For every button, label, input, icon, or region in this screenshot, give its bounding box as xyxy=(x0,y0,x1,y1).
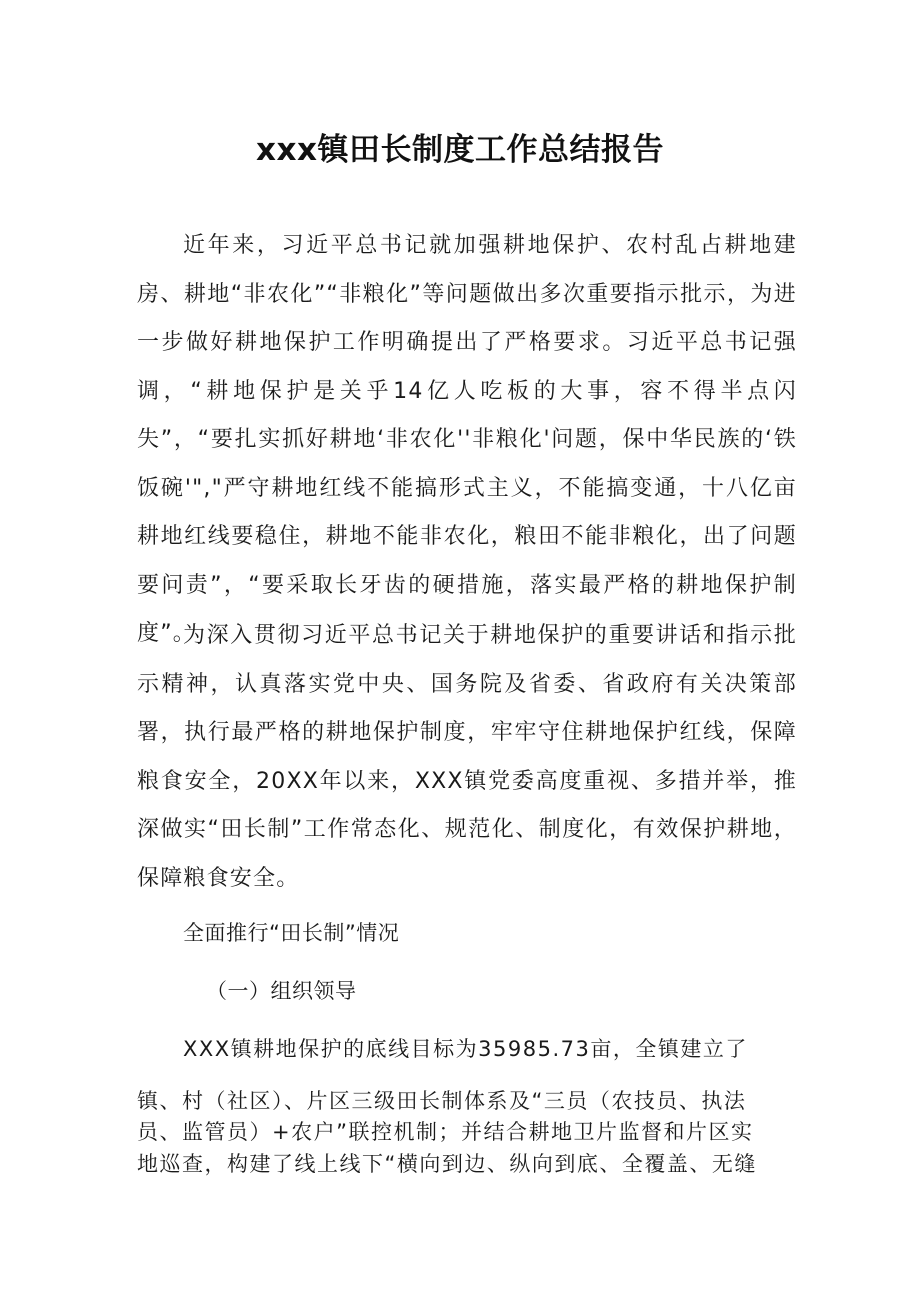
document-title: xxx镇田长制度工作总结报告 xyxy=(256,132,664,168)
section-heading: 全面推行“田长制”情况 xyxy=(183,921,400,945)
body-line: XXX镇耕地保护的底线目标为35985.73亩，全镇建立了 xyxy=(183,1037,748,1061)
body-line: 镇、村（社区）、片区三级田长制体系及“三员（农技员、执法 xyxy=(137,1089,747,1113)
paragraph-implementation: 为深入贯彻习近平总书记关于耕地保护的重要讲话和指示批示精神，认真落实党中央、国务院及省委、省政府有关决策部署，执行最严格的耕地保护制度，牢牢守住耕地保护红线，保障粮食安全，20XX年以来，XXX镇党委高度重视、多措并举，推深做实“田长制”工作常态化、规范化、制度化，有效保护耕地，保障粮食安全。 xyxy=(137,623,797,891)
body-line: 地巡查，构建了线上线下“横向到边、纵向到底、全覆盖、无缝 xyxy=(137,1152,757,1176)
body-line: 员、监管员）+农户”联控机制；并结合耕地卫片监督和片区实 xyxy=(137,1120,754,1144)
subsection-heading: （一）组织领导 xyxy=(206,979,357,1003)
paragraph-intro: 近年来，习近平总书记就加强耕地保护、农村乱占耕地建房、耕地“非农化”“非粮化”等问题做出多次重要指示批示，为进一步做好耕地保护工作明确提出了严格要求。习近平总书记强调，“耕地保护是关乎14亿人吃板的大事，容不得半点闪失”，“要扎实抓好耕地‘非农化''非粮化'问题，保中华民族的‘铁饭碗'","严守耕地红线不能搞形式主义，不能搞变通，十八亿亩耕地红线要稳住，耕地不能非农化，粮田不能非粮化，出了问题要问责”，“要采取长牙齿的硬措施，落实最严格的耕地保护制度”。 xyxy=(137,233,797,646)
